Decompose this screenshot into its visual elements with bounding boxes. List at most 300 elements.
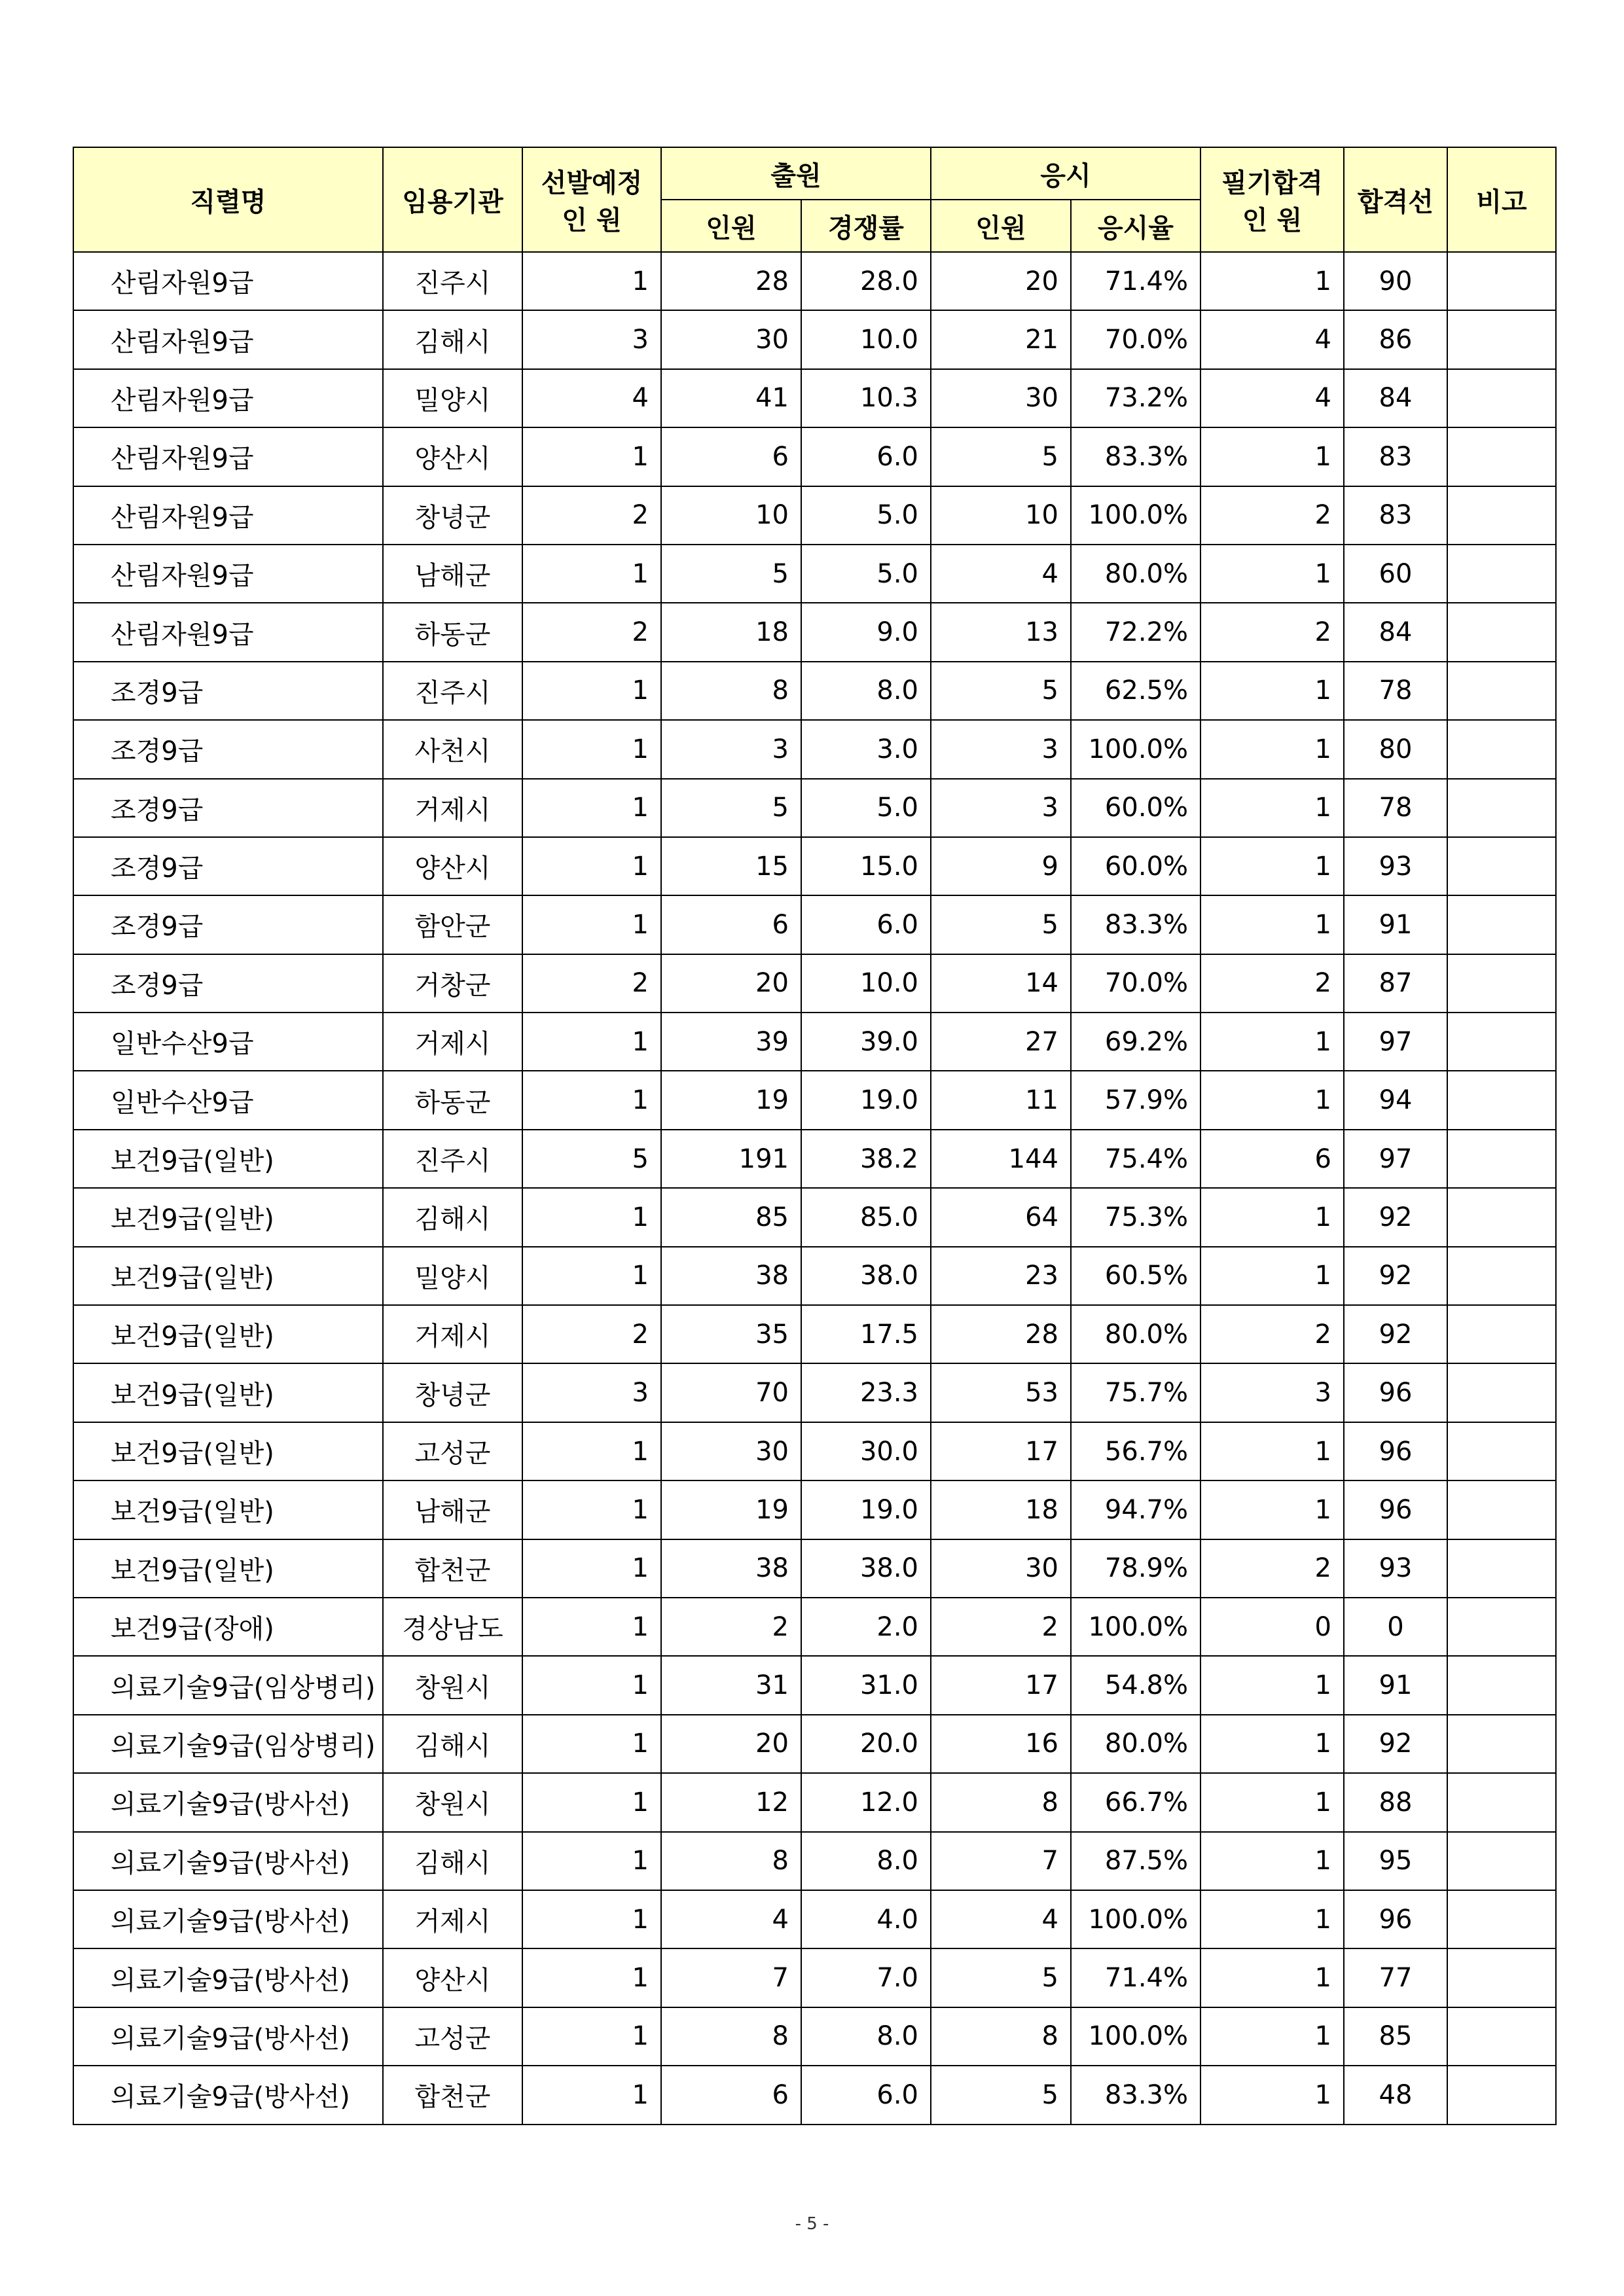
cell-attended-count: 30 — [931, 369, 1071, 427]
cell-cutoff: 90 — [1344, 252, 1447, 310]
cell-planned: 2 — [522, 1305, 661, 1363]
table-row — [73, 1598, 1556, 1656]
cell-remarks — [1447, 2007, 1556, 2066]
col-passed-line1: 필기합격 — [1221, 168, 1323, 198]
cell-competition-rate: 8.0 — [801, 1832, 931, 1890]
cell-applied-count: 31 — [661, 1656, 801, 1714]
cell-competition-rate: 8.0 — [801, 2007, 931, 2066]
cell-applied-count: 20 — [661, 954, 801, 1013]
cell-planned: 2 — [522, 954, 661, 1013]
cell-position-name: 보건9급(일반) — [73, 1363, 383, 1422]
cell-passed: 0 — [1200, 1598, 1344, 1656]
col-agency: 임용기관 — [383, 147, 522, 252]
cell-attended-count: 18 — [931, 1480, 1071, 1539]
cell-remarks — [1447, 1071, 1556, 1129]
cell-agency: 사천시 — [383, 720, 522, 778]
cell-applied-count: 30 — [661, 1422, 801, 1480]
cell-planned: 1 — [522, 427, 661, 486]
cell-attended-count: 17 — [931, 1656, 1071, 1714]
cell-attended-count: 10 — [931, 486, 1071, 545]
cell-competition-rate: 10.0 — [801, 954, 931, 1013]
cell-competition-rate: 20.0 — [801, 1715, 931, 1773]
cell-passed: 2 — [1200, 603, 1344, 661]
cell-passed: 1 — [1200, 1656, 1344, 1714]
cell-agency: 양산시 — [383, 837, 522, 895]
cell-cutoff: 60 — [1344, 545, 1447, 603]
cell-competition-rate: 38.0 — [801, 1539, 931, 1598]
col-group-applied: 출원 — [661, 147, 931, 200]
cell-position-name: 조경9급 — [73, 837, 383, 895]
cell-agency: 경상남도 — [383, 1598, 522, 1656]
cell-remarks — [1447, 1363, 1556, 1422]
cell-applied-count: 6 — [661, 427, 801, 486]
cell-applied-count: 85 — [661, 1188, 801, 1246]
cell-planned: 1 — [522, 720, 661, 778]
cell-position-name: 조경9급 — [73, 954, 383, 1013]
cell-competition-rate: 17.5 — [801, 1305, 931, 1363]
cell-agency: 밀양시 — [383, 369, 522, 427]
cell-position-name: 산림자원9급 — [73, 427, 383, 486]
table-row — [73, 837, 1556, 895]
cell-attended-count: 14 — [931, 954, 1071, 1013]
cell-remarks — [1447, 1832, 1556, 1890]
cell-attended-count: 30 — [931, 1539, 1071, 1598]
cell-cutoff: 96 — [1344, 1480, 1447, 1539]
cell-position-name: 산림자원9급 — [73, 369, 383, 427]
cell-applied-count: 2 — [661, 1598, 801, 1656]
table-row — [73, 1890, 1556, 1948]
col-passed-line2: 인 원 — [1242, 206, 1303, 236]
table-header — [73, 147, 1556, 252]
table-row — [73, 895, 1556, 954]
cell-planned: 1 — [522, 545, 661, 603]
col-competition-rate: 경쟁률 — [801, 200, 931, 252]
cell-passed: 3 — [1200, 1363, 1344, 1422]
cell-passed: 1 — [1200, 1890, 1344, 1948]
cell-cutoff: 93 — [1344, 837, 1447, 895]
cell-position-name: 일반수산9급 — [73, 1013, 383, 1071]
table-row — [73, 954, 1556, 1013]
cell-attendance-rate: 83.3% — [1071, 427, 1200, 486]
cell-applied-count: 12 — [661, 1773, 801, 1831]
cell-agency: 합천군 — [383, 2066, 522, 2124]
cell-applied-count: 191 — [661, 1130, 801, 1188]
cell-applied-count: 5 — [661, 779, 801, 837]
cell-remarks — [1447, 1422, 1556, 1480]
cell-agency: 남해군 — [383, 1480, 522, 1539]
cell-competition-rate: 31.0 — [801, 1656, 931, 1714]
cell-remarks — [1447, 310, 1556, 368]
cell-agency: 진주시 — [383, 662, 522, 720]
cell-remarks — [1447, 603, 1556, 661]
cell-passed: 2 — [1200, 954, 1344, 1013]
table-row — [73, 1715, 1556, 1773]
cell-attendance-rate: 60.0% — [1071, 779, 1200, 837]
cell-planned: 1 — [522, 1832, 661, 1890]
col-group-attended: 응시 — [931, 147, 1200, 200]
cell-competition-rate: 23.3 — [801, 1363, 931, 1422]
cell-attendance-rate: 72.2% — [1071, 603, 1200, 661]
cell-passed: 1 — [1200, 427, 1344, 486]
cell-position-name: 일반수산9급 — [73, 1071, 383, 1129]
table-row — [73, 1480, 1556, 1539]
cell-attendance-rate: 83.3% — [1071, 895, 1200, 954]
cell-remarks — [1447, 1247, 1556, 1305]
cell-cutoff: 77 — [1344, 1948, 1447, 2007]
cell-attendance-rate: 62.5% — [1071, 662, 1200, 720]
cell-attendance-rate: 80.0% — [1071, 1305, 1200, 1363]
cell-attended-count: 144 — [931, 1130, 1071, 1188]
cell-attended-count: 27 — [931, 1013, 1071, 1071]
cell-cutoff: 80 — [1344, 720, 1447, 778]
cell-remarks — [1447, 837, 1556, 895]
cell-remarks — [1447, 1948, 1556, 2007]
cell-position-name: 조경9급 — [73, 779, 383, 837]
cell-attended-count: 3 — [931, 720, 1071, 778]
cell-attendance-rate: 60.0% — [1071, 837, 1200, 895]
cell-attendance-rate: 71.4% — [1071, 252, 1200, 310]
cell-passed: 1 — [1200, 2066, 1344, 2124]
cell-planned: 1 — [522, 779, 661, 837]
cell-passed: 1 — [1200, 1422, 1344, 1480]
cell-cutoff: 92 — [1344, 1247, 1447, 1305]
cell-attendance-rate: 75.3% — [1071, 1188, 1200, 1246]
cell-attendance-rate: 60.5% — [1071, 1247, 1200, 1305]
cell-cutoff: 48 — [1344, 2066, 1447, 2124]
cell-passed: 1 — [1200, 1013, 1344, 1071]
cell-position-name: 보건9급(일반) — [73, 1188, 383, 1246]
cell-planned: 2 — [522, 486, 661, 545]
exam-results-table — [73, 147, 1557, 2125]
table-row — [73, 1363, 1556, 1422]
table-row — [73, 1013, 1556, 1071]
cell-attended-count: 17 — [931, 1422, 1071, 1480]
table-row — [73, 1130, 1556, 1188]
cell-attendance-rate: 80.0% — [1071, 1715, 1200, 1773]
cell-position-name: 보건9급(일반) — [73, 1480, 383, 1539]
cell-position-name: 조경9급 — [73, 662, 383, 720]
table-row — [73, 1656, 1556, 1714]
cell-competition-rate: 6.0 — [801, 427, 931, 486]
cell-attended-count: 5 — [931, 895, 1071, 954]
cell-applied-count: 5 — [661, 545, 801, 603]
table-row — [73, 1539, 1556, 1598]
cell-planned: 1 — [522, 1948, 661, 2007]
cell-attended-count: 3 — [931, 779, 1071, 837]
cell-cutoff: 97 — [1344, 1013, 1447, 1071]
cell-attended-count: 2 — [931, 1598, 1071, 1656]
cell-position-name: 의료기술9급(방사선) — [73, 1832, 383, 1890]
cell-position-name: 의료기술9급(방사선) — [73, 2066, 383, 2124]
cell-planned: 1 — [522, 1480, 661, 1539]
cell-cutoff: 96 — [1344, 1890, 1447, 1948]
cell-position-name: 의료기술9급(임상병리) — [73, 1656, 383, 1714]
cell-cutoff: 96 — [1344, 1363, 1447, 1422]
cell-cutoff: 95 — [1344, 1832, 1447, 1890]
col-remarks: 비고 — [1447, 147, 1556, 252]
cell-agency: 고성군 — [383, 2007, 522, 2066]
cell-passed: 1 — [1200, 779, 1344, 837]
cell-competition-rate: 15.0 — [801, 837, 931, 895]
cell-cutoff: 88 — [1344, 1773, 1447, 1831]
cell-agency: 하동군 — [383, 603, 522, 661]
cell-remarks — [1447, 779, 1556, 837]
cell-planned: 1 — [522, 1656, 661, 1714]
cell-competition-rate: 9.0 — [801, 603, 931, 661]
cell-applied-count: 18 — [661, 603, 801, 661]
cell-attended-count: 23 — [931, 1247, 1071, 1305]
cell-passed: 1 — [1200, 252, 1344, 310]
cell-attendance-rate: 70.0% — [1071, 954, 1200, 1013]
cell-competition-rate: 38.0 — [801, 1247, 931, 1305]
cell-passed: 1 — [1200, 1480, 1344, 1539]
cell-position-name: 산림자원9급 — [73, 545, 383, 603]
cell-attended-count: 53 — [931, 1363, 1071, 1422]
cell-passed: 1 — [1200, 1948, 1344, 2007]
cell-planned: 1 — [522, 1247, 661, 1305]
cell-attended-count: 8 — [931, 2007, 1071, 2066]
cell-attendance-rate: 87.5% — [1071, 1832, 1200, 1890]
cell-agency: 거제시 — [383, 779, 522, 837]
cell-remarks — [1447, 1773, 1556, 1831]
cell-competition-rate: 10.0 — [801, 310, 931, 368]
cell-cutoff: 0 — [1344, 1598, 1447, 1656]
cell-agency: 거창군 — [383, 954, 522, 1013]
cell-position-name: 의료기술9급(방사선) — [73, 2007, 383, 2066]
cell-passed: 1 — [1200, 720, 1344, 778]
cell-passed: 1 — [1200, 1715, 1344, 1773]
cell-competition-rate: 4.0 — [801, 1890, 931, 1948]
cell-passed: 2 — [1200, 1539, 1344, 1598]
cell-planned: 5 — [522, 1130, 661, 1188]
cell-remarks — [1447, 1715, 1556, 1773]
table-row — [73, 1188, 1556, 1246]
cell-planned: 1 — [522, 1598, 661, 1656]
cell-cutoff: 78 — [1344, 779, 1447, 837]
cell-competition-rate: 12.0 — [801, 1773, 931, 1831]
table-row — [73, 779, 1556, 837]
cell-position-name: 산림자원9급 — [73, 252, 383, 310]
cell-passed: 1 — [1200, 837, 1344, 895]
cell-agency: 하동군 — [383, 1071, 522, 1129]
cell-cutoff: 87 — [1344, 954, 1447, 1013]
cell-remarks — [1447, 1539, 1556, 1598]
cell-planned: 1 — [522, 1013, 661, 1071]
cell-attended-count: 4 — [931, 1890, 1071, 1948]
cell-attendance-rate: 75.7% — [1071, 1363, 1200, 1422]
cell-competition-rate: 38.2 — [801, 1130, 931, 1188]
cell-applied-count: 20 — [661, 1715, 801, 1773]
cell-attendance-rate: 71.4% — [1071, 1948, 1200, 2007]
cell-attendance-rate: 100.0% — [1071, 1598, 1200, 1656]
cell-agency: 창원시 — [383, 1656, 522, 1714]
cell-position-name: 의료기술9급(방사선) — [73, 1773, 383, 1831]
cell-position-name: 조경9급 — [73, 720, 383, 778]
cell-attended-count: 8 — [931, 1773, 1071, 1831]
cell-attendance-rate: 78.9% — [1071, 1539, 1200, 1598]
cell-attendance-rate: 100.0% — [1071, 1890, 1200, 1948]
cell-attended-count: 20 — [931, 252, 1071, 310]
cell-passed: 1 — [1200, 895, 1344, 954]
table-row — [73, 662, 1556, 720]
cell-cutoff: 92 — [1344, 1715, 1447, 1773]
cell-cutoff: 94 — [1344, 1071, 1447, 1129]
cell-applied-count: 3 — [661, 720, 801, 778]
cell-attended-count: 16 — [931, 1715, 1071, 1773]
cell-planned: 4 — [522, 369, 661, 427]
cell-agency: 김해시 — [383, 310, 522, 368]
cell-competition-rate: 28.0 — [801, 252, 931, 310]
table-row — [73, 1247, 1556, 1305]
cell-attendance-rate: 66.7% — [1071, 1773, 1200, 1831]
cell-attendance-rate: 70.0% — [1071, 310, 1200, 368]
cell-applied-count: 8 — [661, 2007, 801, 2066]
cell-cutoff: 92 — [1344, 1188, 1447, 1246]
cell-planned: 1 — [522, 1422, 661, 1480]
cell-cutoff: 83 — [1344, 427, 1447, 486]
cell-agency: 창녕군 — [383, 486, 522, 545]
table-row — [73, 1422, 1556, 1480]
table-row — [73, 545, 1556, 603]
cell-position-name: 산림자원9급 — [73, 486, 383, 545]
table-row — [73, 2066, 1556, 2124]
cell-cutoff: 83 — [1344, 486, 1447, 545]
cell-remarks — [1447, 427, 1556, 486]
cell-attendance-rate: 56.7% — [1071, 1422, 1200, 1480]
cell-position-name: 보건9급(장애) — [73, 1598, 383, 1656]
cell-applied-count: 7 — [661, 1948, 801, 2007]
cell-planned: 1 — [522, 1071, 661, 1129]
cell-agency: 거제시 — [383, 1013, 522, 1071]
cell-attendance-rate: 57.9% — [1071, 1071, 1200, 1129]
cell-cutoff: 84 — [1344, 603, 1447, 661]
cell-applied-count: 38 — [661, 1247, 801, 1305]
cell-attendance-rate: 54.8% — [1071, 1656, 1200, 1714]
cell-agency: 양산시 — [383, 427, 522, 486]
cell-competition-rate: 39.0 — [801, 1013, 931, 1071]
table-row — [73, 1832, 1556, 1890]
table-row — [73, 427, 1556, 486]
cell-agency: 함안군 — [383, 895, 522, 954]
col-planned-line2: 인 원 — [562, 206, 622, 236]
cell-remarks — [1447, 1480, 1556, 1539]
col-attended-count: 인원 — [931, 200, 1071, 252]
cell-competition-rate: 6.0 — [801, 2066, 931, 2124]
cell-agency: 김해시 — [383, 1832, 522, 1890]
cell-remarks — [1447, 1656, 1556, 1714]
cell-applied-count: 35 — [661, 1305, 801, 1363]
cell-applied-count: 70 — [661, 1363, 801, 1422]
cell-attended-count: 13 — [931, 603, 1071, 661]
cell-applied-count: 8 — [661, 1832, 801, 1890]
cell-agency: 고성군 — [383, 1422, 522, 1480]
cell-competition-rate: 2.0 — [801, 1598, 931, 1656]
cell-attended-count: 5 — [931, 662, 1071, 720]
cell-cutoff: 78 — [1344, 662, 1447, 720]
col-applied-count: 인원 — [661, 200, 801, 252]
cell-remarks — [1447, 1130, 1556, 1188]
cell-attended-count: 4 — [931, 545, 1071, 603]
cell-applied-count: 4 — [661, 1890, 801, 1948]
cell-competition-rate: 30.0 — [801, 1422, 931, 1480]
cell-position-name: 산림자원9급 — [73, 310, 383, 368]
cell-agency: 남해군 — [383, 545, 522, 603]
cell-attendance-rate: 94.7% — [1071, 1480, 1200, 1539]
cell-attended-count: 7 — [931, 1832, 1071, 1890]
cell-position-name: 의료기술9급(임상병리) — [73, 1715, 383, 1773]
page-number: - 5 - — [795, 2214, 829, 2234]
cell-competition-rate: 19.0 — [801, 1480, 931, 1539]
cell-agency: 김해시 — [383, 1715, 522, 1773]
cell-applied-count: 19 — [661, 1071, 801, 1129]
cell-attendance-rate: 100.0% — [1071, 720, 1200, 778]
cell-remarks — [1447, 1598, 1556, 1656]
cell-cutoff: 85 — [1344, 2007, 1447, 2066]
cell-attendance-rate: 100.0% — [1071, 2007, 1200, 2066]
cell-passed: 1 — [1200, 1773, 1344, 1831]
cell-position-name: 산림자원9급 — [73, 603, 383, 661]
cell-passed: 4 — [1200, 310, 1344, 368]
cell-passed: 1 — [1200, 2007, 1344, 2066]
cell-agency: 진주시 — [383, 252, 522, 310]
cell-attendance-rate: 83.3% — [1071, 2066, 1200, 2124]
cell-agency: 창원시 — [383, 1773, 522, 1831]
cell-applied-count: 39 — [661, 1013, 801, 1071]
cell-applied-count: 28 — [661, 252, 801, 310]
cell-competition-rate: 5.0 — [801, 486, 931, 545]
cell-planned: 1 — [522, 837, 661, 895]
cell-cutoff: 97 — [1344, 1130, 1447, 1188]
cell-planned: 1 — [522, 2066, 661, 2124]
col-attendance-rate: 응시율 — [1071, 200, 1200, 252]
cell-attendance-rate: 100.0% — [1071, 486, 1200, 545]
table-row — [73, 1773, 1556, 1831]
cell-cutoff: 91 — [1344, 1656, 1447, 1714]
cell-agency: 진주시 — [383, 1130, 522, 1188]
table-row — [73, 310, 1556, 368]
cell-remarks — [1447, 895, 1556, 954]
cell-remarks — [1447, 662, 1556, 720]
cell-cutoff: 84 — [1344, 369, 1447, 427]
col-cutoff: 합격선 — [1344, 147, 1447, 252]
cell-competition-rate: 85.0 — [801, 1188, 931, 1246]
table-body — [73, 252, 1556, 2125]
cell-passed: 4 — [1200, 369, 1344, 427]
cell-planned: 2 — [522, 603, 661, 661]
cell-position-name: 보건9급(일반) — [73, 1539, 383, 1598]
cell-position-name: 보건9급(일반) — [73, 1130, 383, 1188]
table-row — [73, 2007, 1556, 2066]
cell-passed: 1 — [1200, 1188, 1344, 1246]
cell-remarks — [1447, 369, 1556, 427]
cell-remarks — [1447, 486, 1556, 545]
cell-planned: 1 — [522, 1715, 661, 1773]
col-planned — [522, 147, 661, 252]
col-position-name: 직렬명 — [73, 147, 383, 252]
cell-competition-rate: 8.0 — [801, 662, 931, 720]
cell-applied-count: 6 — [661, 2066, 801, 2124]
cell-planned: 1 — [522, 895, 661, 954]
cell-planned: 1 — [522, 1188, 661, 1246]
cell-remarks — [1447, 252, 1556, 310]
cell-remarks — [1447, 2066, 1556, 2124]
table-row — [73, 252, 1556, 310]
cell-applied-count: 8 — [661, 662, 801, 720]
table-row — [73, 1071, 1556, 1129]
table-row — [73, 1948, 1556, 2007]
cell-cutoff: 91 — [1344, 895, 1447, 954]
cell-remarks — [1447, 1188, 1556, 1246]
